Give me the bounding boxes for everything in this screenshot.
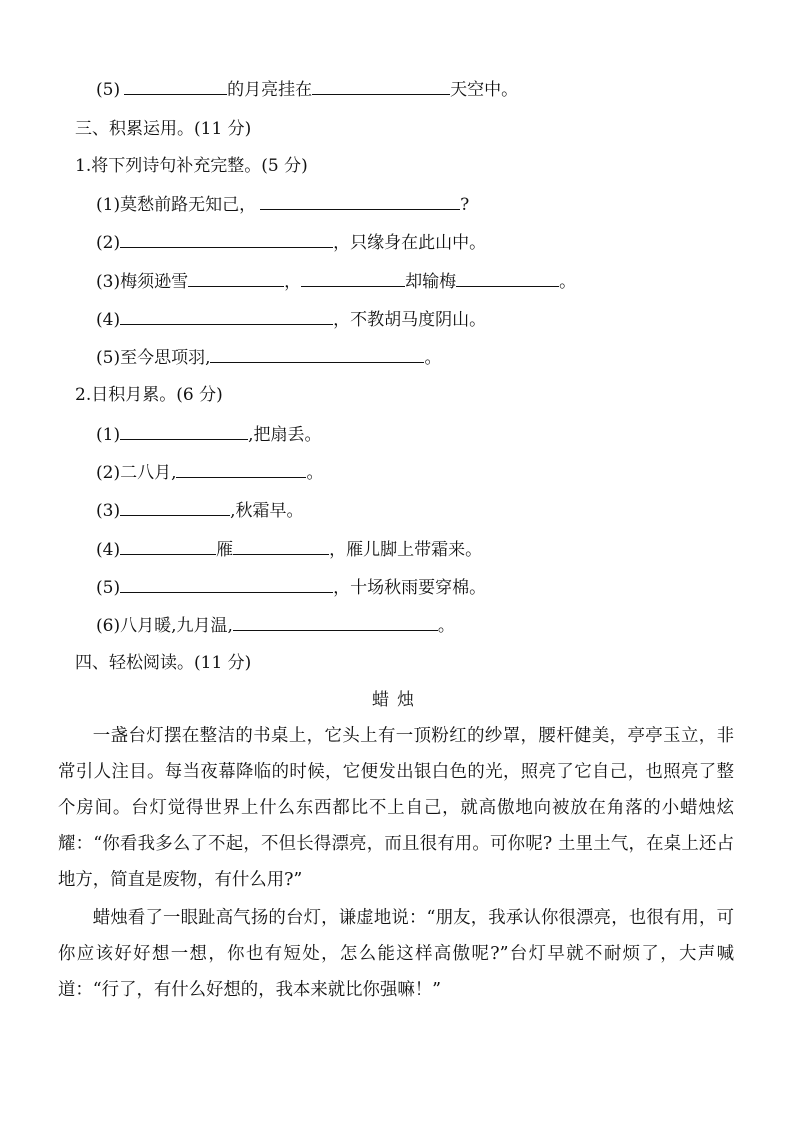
answer-blank[interactable] xyxy=(260,193,460,210)
passage-body xyxy=(58,718,734,1008)
question-heading: 2.日积月累。(6 分) xyxy=(75,385,223,405)
fill-line: (4) ，不教胡马度阴山。 xyxy=(96,310,487,330)
fill-line: (3)梅须逊雪 ， 却输梅 。 xyxy=(96,272,577,292)
fill-line: (2)二八月, 。 xyxy=(96,463,324,483)
answer-blank[interactable] xyxy=(301,270,405,287)
section-heading: 四、轻松阅读。(11 分) xyxy=(75,653,252,673)
section-heading: 三、积累运用。(11 分) xyxy=(75,119,252,139)
answer-blank[interactable] xyxy=(312,78,450,95)
question-heading: 1.将下列诗句补充完整。(5 分) xyxy=(75,156,308,176)
answer-blank[interactable] xyxy=(176,461,306,478)
fill-line: (2) ，只缘身在此山中。 xyxy=(96,233,487,253)
answer-blank[interactable] xyxy=(120,308,333,325)
answer-blank[interactable] xyxy=(210,346,424,363)
fill-line: (5) 的月亮挂在 天空中。 xyxy=(96,80,519,100)
answer-blank[interactable] xyxy=(233,538,329,555)
fill-line: (1)莫愁前路无知己， ? xyxy=(96,195,470,215)
passage-paragraph: 蜡烛看了一眼趾高气扬的台灯，谦虚地说：“朋友，我承认你很漂亮，也很有用，可你应该好好想一想，你也有短处，怎么能这样高傲呢?”台灯早就不耐烦了，大声喊道：“行了，有什么好想的，我本来就比你强嘛！” xyxy=(58,908,734,1000)
answer-blank[interactable] xyxy=(120,499,230,516)
fill-line: (5)至今思项羽, 。 xyxy=(96,348,442,368)
fill-line: (5) ，十场秋雨要穿棉。 xyxy=(96,578,487,598)
answer-blank[interactable] xyxy=(120,576,333,593)
passage-paragraph: 一盏台灯摆在整洁的书桌上，它头上有一顶粉红的纱罩，腰杆健美，亭亭玉立，非常引人注目。每当夜幕降临的时候，它便发出银白色的光，照亮了它自己，也照亮了整个房间。台灯觉得世界上什么东西都比不上自己，就高傲地向被放在角落的小蜡烛炫耀：“你看我多么了不起，不但长得漂亮，而且很有用。可你呢? 土里土气，在桌上还占地方，简直是废物，有什么用?” xyxy=(58,726,734,890)
answer-blank[interactable] xyxy=(233,614,438,631)
fill-line: (6)八月暖,九月温, 。 xyxy=(96,616,455,636)
passage-title: 蜡烛 xyxy=(372,690,422,710)
fill-line: (4) 雁 ，雁儿脚上带霜来。 xyxy=(96,540,483,560)
fill-line: (1) ,把扇丢。 xyxy=(96,425,322,445)
answer-blank[interactable] xyxy=(124,78,227,95)
answer-blank[interactable] xyxy=(120,423,248,440)
fill-line: (3) ,秋霜早。 xyxy=(96,501,304,521)
answer-blank[interactable] xyxy=(188,270,284,287)
answer-blank[interactable] xyxy=(456,270,559,287)
answer-blank[interactable] xyxy=(120,538,216,555)
answer-blank[interactable] xyxy=(120,231,333,248)
